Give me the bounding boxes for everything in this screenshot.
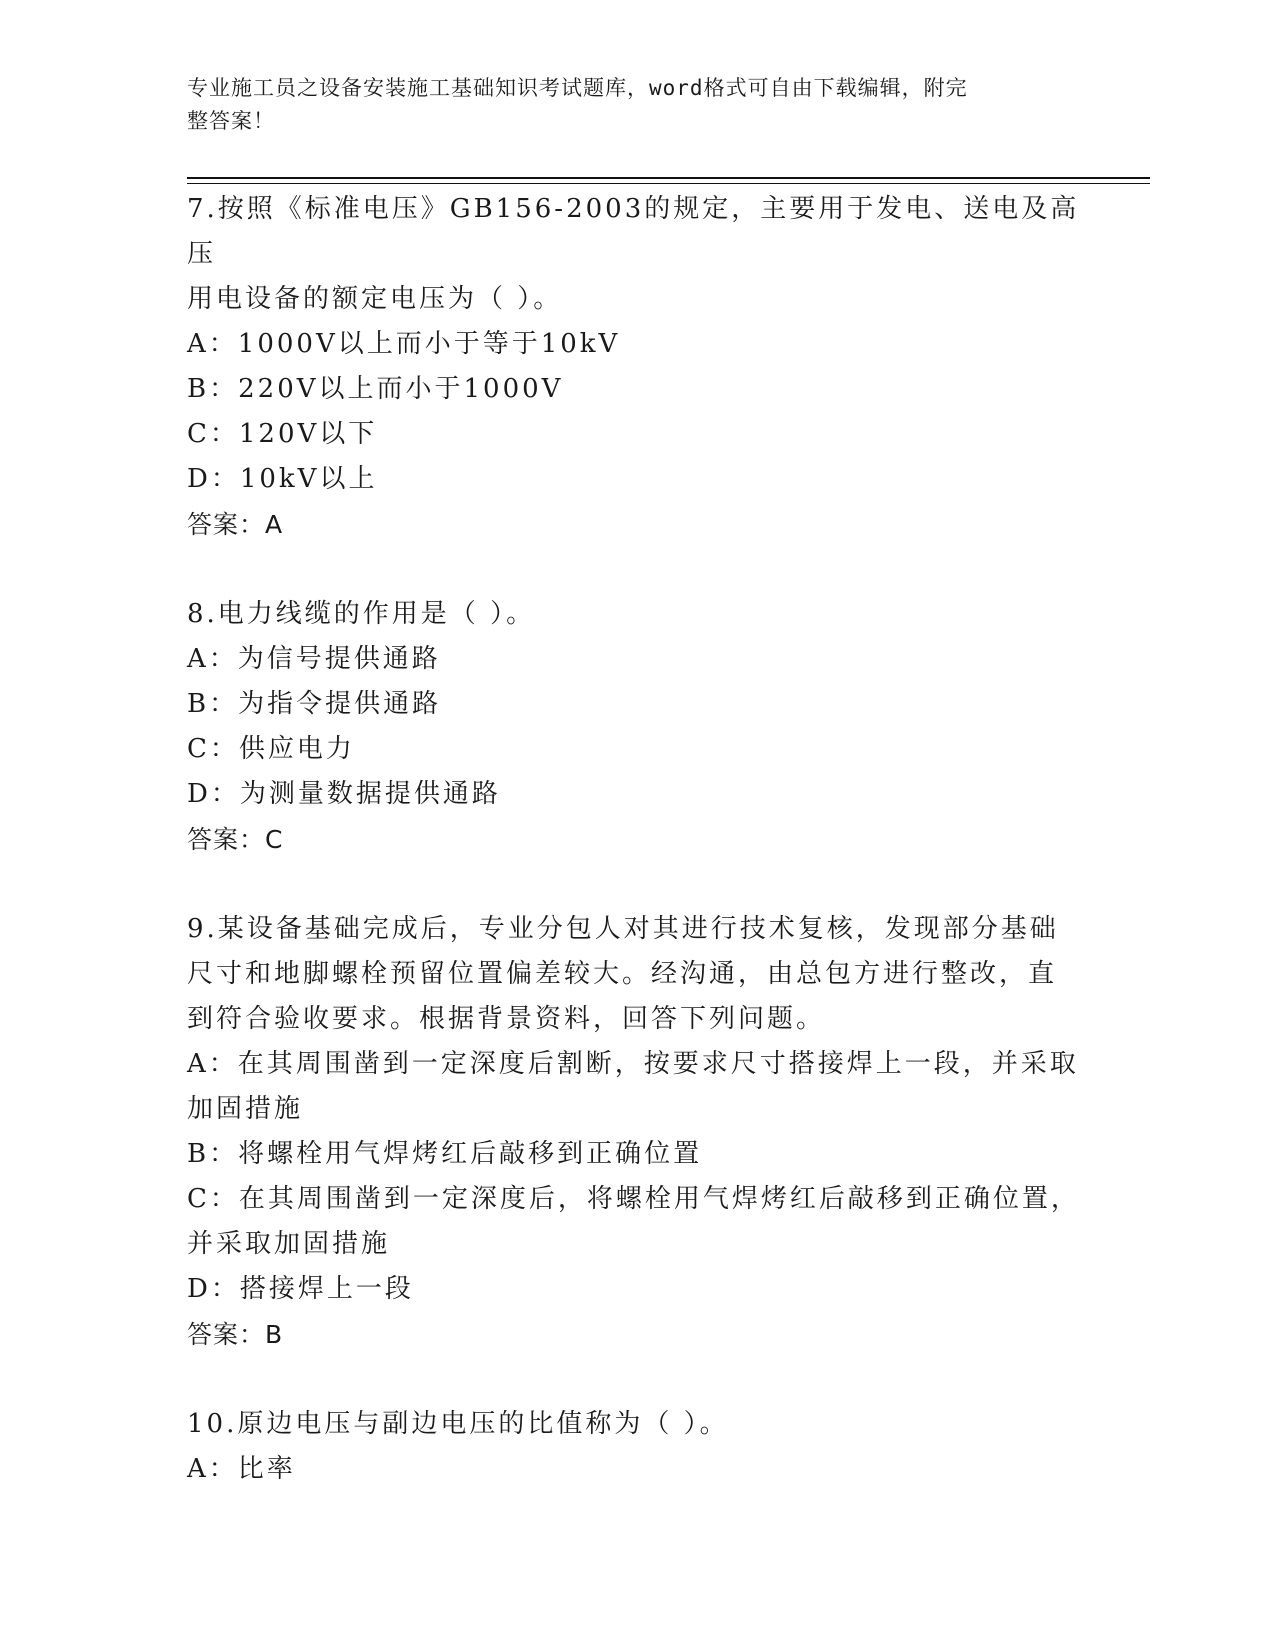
question-list — [187, 187, 1087, 1492]
answer-line: 答案：C — [187, 825, 284, 854]
answer-line: 答案：A — [187, 510, 284, 539]
option-c-continued: 并采取加固措施 — [187, 1229, 391, 1259]
answer-line: 答案：B — [187, 1320, 284, 1349]
option-d: D：搭接焊上一段 — [187, 1274, 414, 1304]
option-b: B：为指令提供通路 — [187, 689, 442, 719]
question-9 — [187, 907, 1087, 1357]
option-d: D：为测量数据提供通路 — [187, 779, 501, 809]
document-header — [187, 72, 1067, 138]
header-line-2: 整答案！ — [187, 109, 275, 133]
question-stem: 9.某设备基础完成后，专业分包人对其进行技术复核，发现部分基础 — [187, 914, 1059, 944]
header-divider-thin — [187, 183, 1150, 184]
option-d: D：10kV以上 — [187, 464, 378, 494]
option-a: A：比率 — [187, 1454, 296, 1484]
question-8 — [187, 592, 1087, 862]
option-a: A：在其周围凿到一定深度后割断，按要求尺寸搭接焊上一段，并采取 — [187, 1049, 1079, 1079]
question-stem: 8.电力线缆的作用是（ ）。 — [187, 599, 536, 629]
option-b: B：220V以上而小于1000V — [187, 374, 564, 404]
question-stem: 尺寸和地脚螺栓预留位置偏差较大。经沟通，由总包方进行整改，直 — [187, 959, 1058, 989]
question-7 — [187, 187, 1087, 547]
question-gap — [187, 862, 1087, 907]
header-divider-thick — [187, 177, 1150, 179]
question-stem: 到符合验收要求。根据背景资料，回答下列问题。 — [187, 1004, 826, 1034]
question-stem: 7.按照《标准电压》GB156-2003的规定，主要用于发电、送电及高压 — [187, 194, 1080, 269]
option-a-continued: 加固措施 — [187, 1094, 304, 1124]
option-c: C：供应电力 — [187, 734, 355, 764]
option-c: C：在其周围凿到一定深度后，将螺栓用气焊烤红后敲移到正确位置， — [187, 1184, 1080, 1214]
option-b: B：将螺栓用气焊烤红后敲移到正确位置 — [187, 1139, 703, 1169]
question-10 — [187, 1402, 1087, 1492]
question-gap — [187, 1357, 1087, 1402]
option-a: A：1000V以上而小于等于10kV — [187, 329, 621, 359]
question-gap — [187, 547, 1087, 592]
option-c: C：120V以下 — [187, 419, 378, 449]
question-stem: 用电设备的额定电压为（ ）。 — [187, 284, 563, 314]
question-stem: 10.原边电压与副边电压的比值称为（ ）。 — [187, 1409, 729, 1439]
header-line-1: 专业施工员之设备安装施工基础知识考试题库，word格式可自由下载编辑，附完 — [187, 76, 968, 100]
option-a: A：为信号提供通路 — [187, 644, 441, 674]
